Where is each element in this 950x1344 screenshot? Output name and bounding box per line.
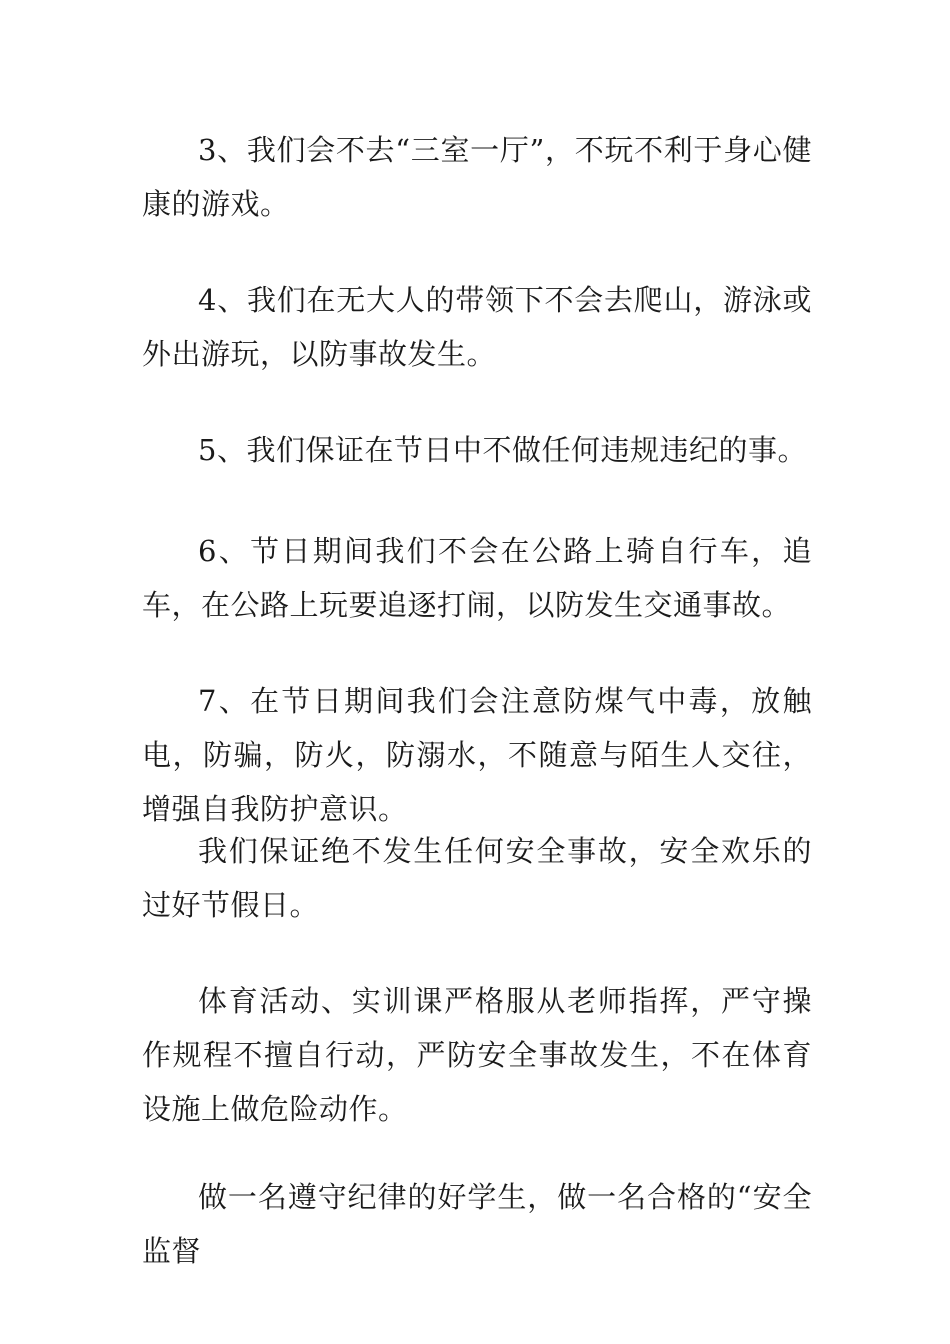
paragraph-item-3: 3、我们会不去“三室一厅”，不玩不利于身心健康的游戏。 — [142, 133, 812, 221]
paragraph-item-7: 7、在节日期间我们会注意防煤气中毒，放触电，防骗，防火，防溺水，不随意与陌生人交往，增强自我防护意识。 — [142, 684, 812, 826]
paragraph-item-4: 4、我们在无大人的带领下不会去爬山，游泳或外出游玩，以防事故发生。 — [142, 283, 812, 371]
paragraph-item-5: 5、我们保证在节日中不做任何违规违纪的事。 — [198, 433, 807, 467]
paragraph-safety-pledge: 我们保证绝不发生任何安全事故，安全欢乐的过好节假日。 — [142, 834, 812, 922]
paragraph-item-6: 6、节日期间我们不会在公路上骑自行车，追车，在公路上玩要追逐打闹，以防发生交通事故。 — [142, 534, 812, 622]
paragraph-good-student: 做一名遵守纪律的好学生，做一名合格的“安全监督 — [142, 1180, 812, 1268]
paragraph-sports-activities: 体育活动、实训课严格服从老师指挥，严守操作规程不擅自行动，严防安全事故发生，不在体育设施上做危险动作。 — [142, 984, 812, 1126]
